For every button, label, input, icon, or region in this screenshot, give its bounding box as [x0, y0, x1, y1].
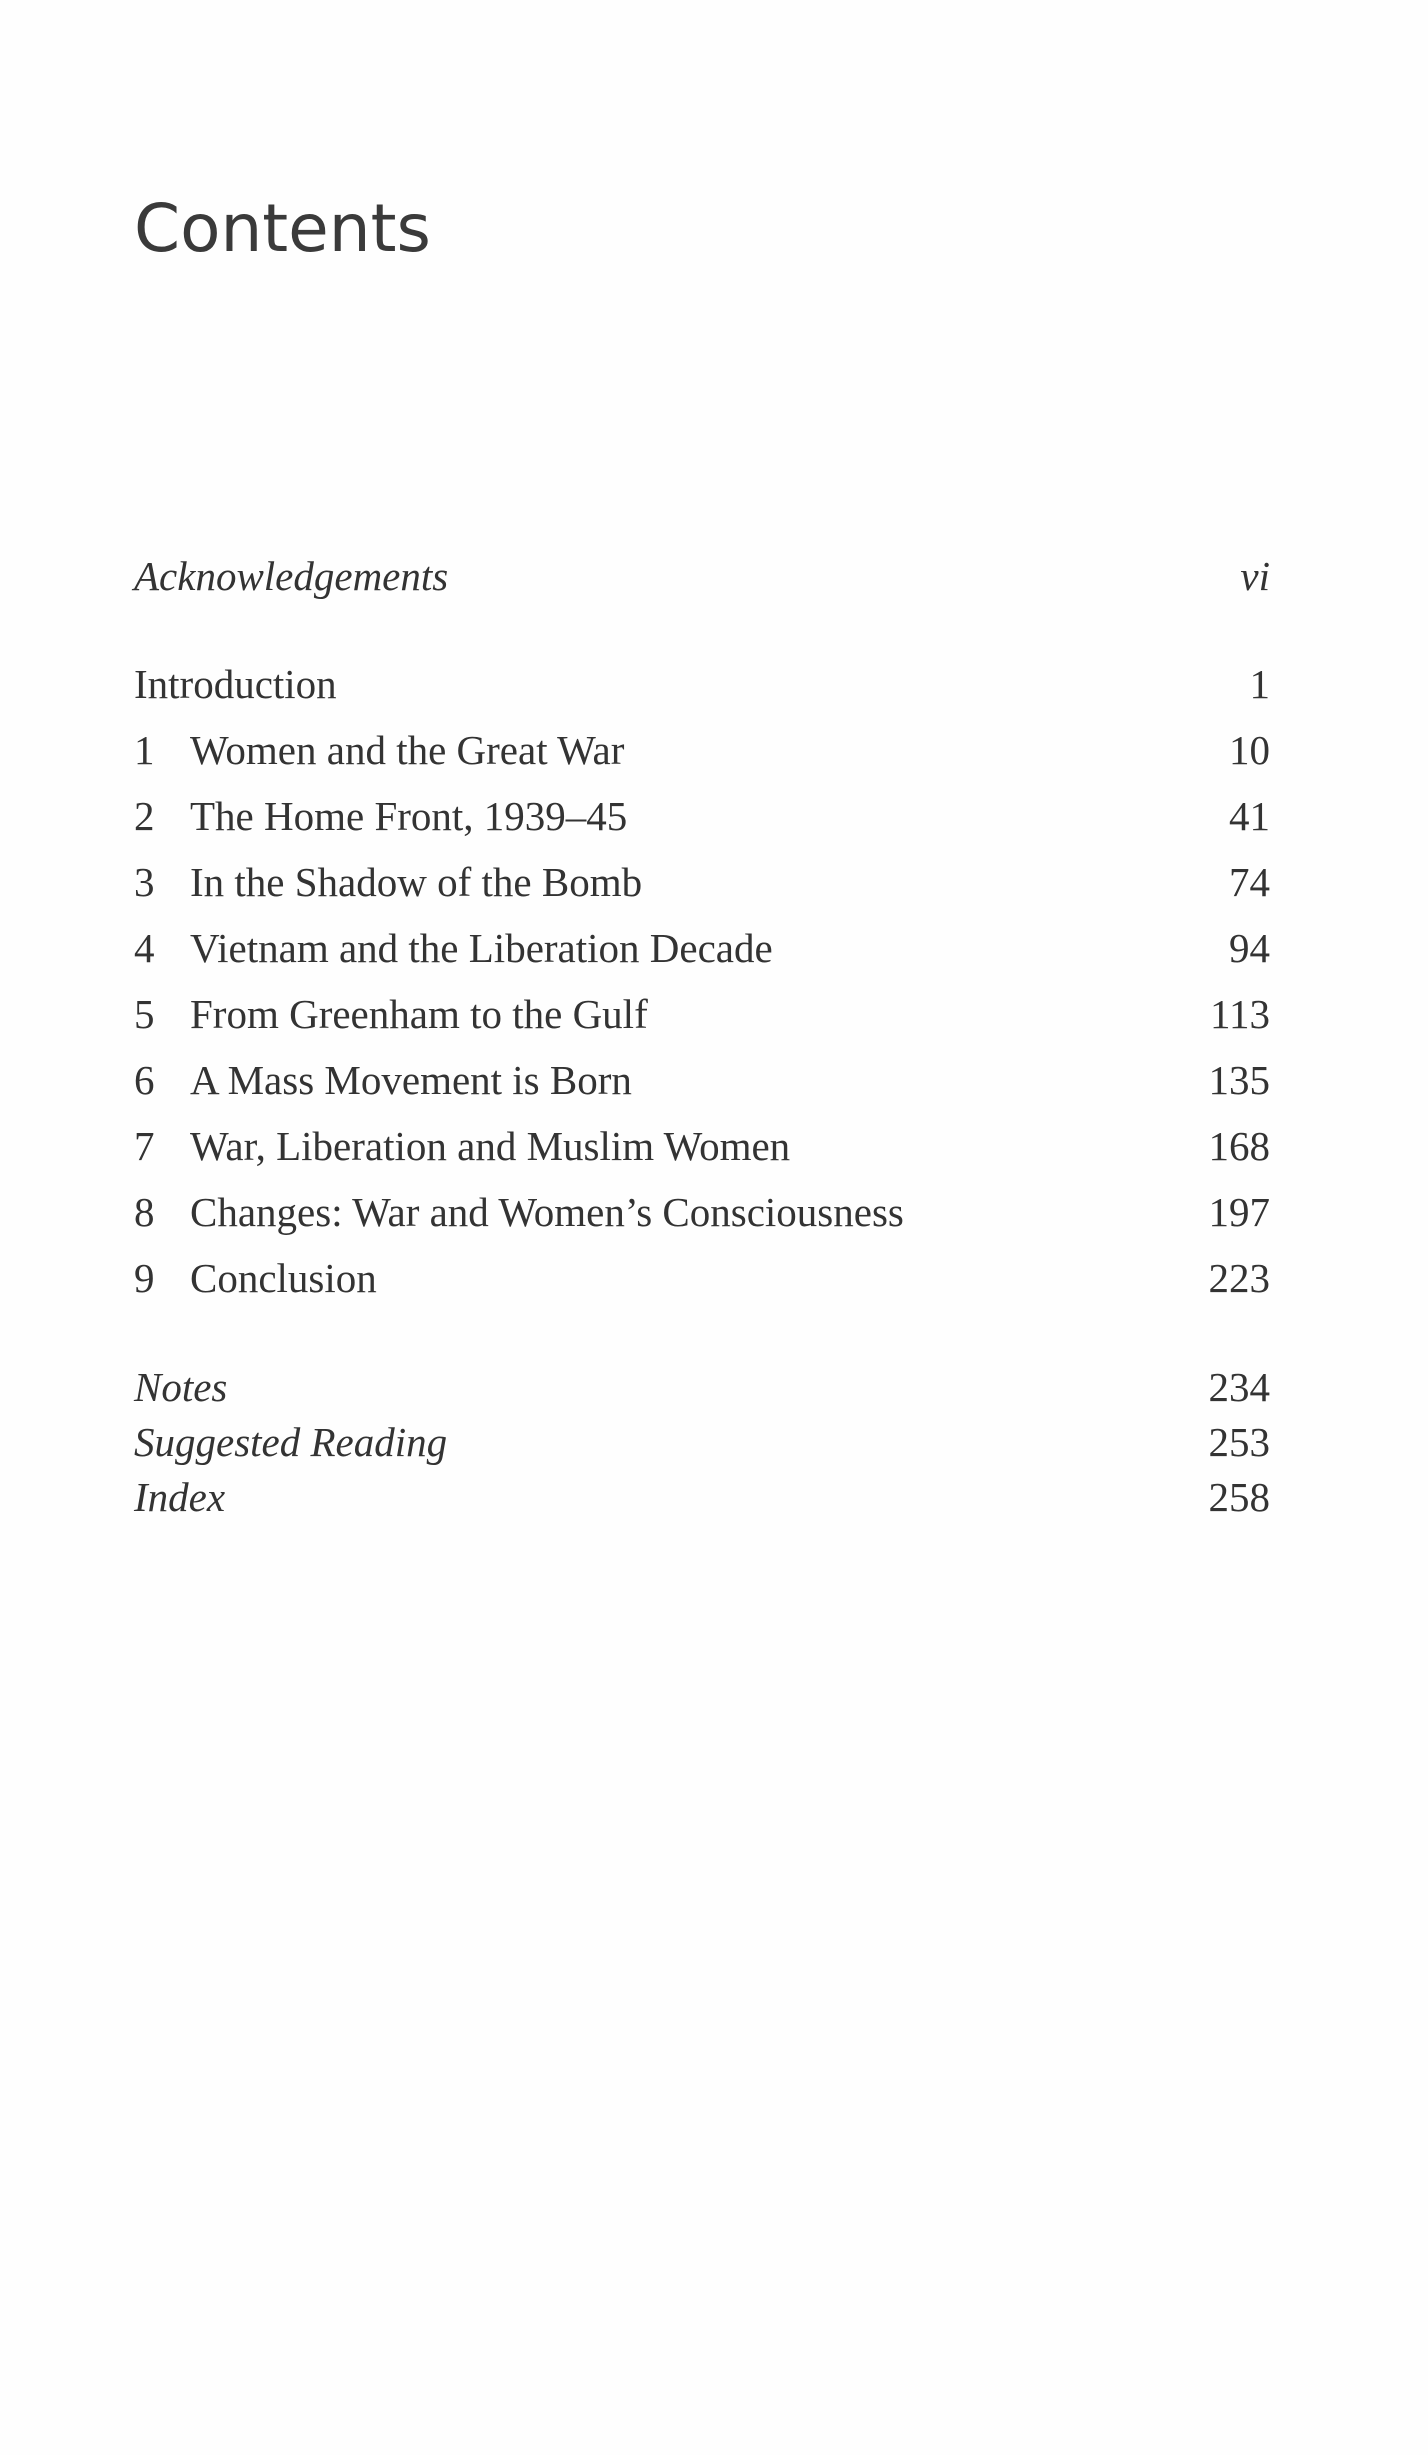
chapter-number: 8 — [134, 1189, 155, 1235]
chapter-title: Women and the Great War — [190, 727, 625, 773]
chapter-number: 4 — [134, 925, 155, 971]
chapter-title: A Mass Movement is Born — [190, 1057, 632, 1103]
chapter-number: 2 — [134, 793, 155, 839]
toc-entry-page: 258 — [1208, 1474, 1270, 1520]
chapter-title: From Greenham to the Gulf — [190, 991, 648, 1037]
toc-entry-chapter-8 — [134, 1184, 1270, 1240]
toc-entry-title: Index — [134, 1474, 226, 1520]
chapter-title: The Home Front, 1939–45 — [190, 793, 628, 839]
toc-entry-chapter-5 — [134, 986, 1270, 1042]
toc-entry-page: 168 — [1208, 1123, 1270, 1169]
toc-entry-page: 10 — [1229, 727, 1270, 773]
toc-entry-page: 1 — [1249, 661, 1270, 707]
toc-entry-page: 197 — [1208, 1189, 1270, 1235]
toc-entry-index — [134, 1469, 1270, 1525]
toc-entry-page: 74 — [1229, 859, 1270, 905]
toc-entry-title: Notes — [134, 1364, 228, 1410]
toc-entry-page: 223 — [1208, 1255, 1270, 1301]
toc-entry-page: vi — [1240, 553, 1270, 599]
toc-entry-notes — [134, 1359, 1270, 1415]
page-title: Contents — [134, 190, 431, 267]
toc-entry-chapter-3 — [134, 854, 1270, 910]
toc-entry-introduction — [134, 656, 1270, 712]
chapter-title: War, Liberation and Muslim Women — [190, 1123, 791, 1169]
toc-entry-chapter-6 — [134, 1052, 1270, 1108]
toc-entry-title: Acknowledgements — [134, 553, 449, 599]
chapter-number: 9 — [134, 1255, 155, 1301]
chapter-number: 7 — [134, 1123, 155, 1169]
chapter-title: In the Shadow of the Bomb — [190, 859, 643, 905]
chapter-number: 1 — [134, 727, 155, 773]
toc-entry-page: 135 — [1208, 1057, 1270, 1103]
toc-entry-title: Suggested Reading — [134, 1419, 448, 1465]
toc-entry-chapter-1 — [134, 722, 1270, 778]
toc-entry-page: 94 — [1229, 925, 1270, 971]
chapter-title: Changes: War and Women’s Consciousness — [190, 1189, 904, 1235]
toc-entry-page: 253 — [1208, 1419, 1270, 1465]
chapter-number: 3 — [134, 859, 155, 905]
toc-entry-page: 41 — [1229, 793, 1270, 839]
toc-entry-chapter-7 — [134, 1118, 1270, 1174]
toc-entry-acknowledgements — [134, 548, 1270, 604]
toc-entry-title: Introduction — [134, 661, 337, 707]
chapter-number: 6 — [134, 1057, 155, 1103]
toc-entry-chapter-9 — [134, 1250, 1270, 1306]
toc-entry-chapter-2 — [134, 788, 1270, 844]
chapter-number: 5 — [134, 991, 155, 1037]
chapter-title: Conclusion — [190, 1255, 377, 1301]
toc-entry-suggested-reading — [134, 1414, 1270, 1470]
toc-entry-chapter-4 — [134, 920, 1270, 976]
toc-entry-page: 113 — [1210, 991, 1270, 1037]
chapter-title: Vietnam and the Liberation Decade — [190, 925, 773, 971]
toc-entry-page: 234 — [1208, 1364, 1270, 1410]
